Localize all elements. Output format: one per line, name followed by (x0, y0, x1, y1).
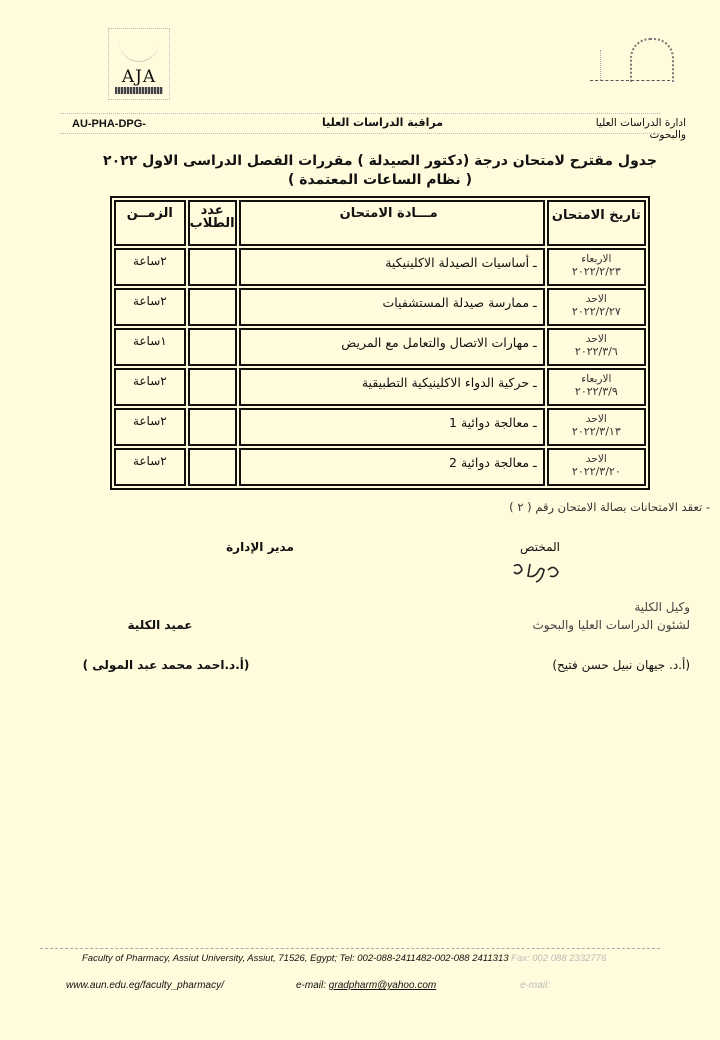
logo-text: AJA (121, 67, 157, 87)
department-label: ادارة الدراسات العليا والبحوث (595, 117, 686, 141)
duration: ٢ساعة (132, 454, 167, 468)
date-cell (547, 288, 646, 326)
exam-schedule-table (110, 196, 650, 490)
subject-name: ـ معالجة دوائية 1 (449, 415, 537, 430)
date-cell (547, 448, 646, 486)
vice-dean-label-1: وكيل الكلية (634, 600, 690, 614)
date-cell (547, 408, 646, 446)
subject-name: ـ ممارسة صيدلة المستشفيات (382, 295, 537, 310)
emblem-icon (119, 39, 159, 62)
day-label: الاربعاء (581, 253, 612, 265)
students-cell (188, 248, 237, 286)
table-row (114, 328, 646, 366)
exam-hall-note: - تعقد الامتحانات بصالة الامتحان رقم ( ٢ ) (509, 500, 710, 514)
day-label: الاحد (585, 293, 607, 305)
subject-cell (239, 328, 545, 366)
students-cell (188, 368, 237, 406)
header-subject: مـــادة الامتحان (239, 200, 545, 246)
time-cell (114, 328, 186, 366)
students-cell (188, 328, 237, 366)
date-value: ٢٠٢٢/٢/٢٣ (571, 265, 621, 278)
fax-text: Fax: 002 088 2332776 (511, 953, 607, 964)
time-cell (114, 448, 186, 486)
duration: ٢ساعة (132, 414, 167, 428)
reference-code: AU-PHA-DPG- (72, 118, 146, 130)
dean-name: (أ.د.احمد محمد عبد المولى ) (82, 658, 250, 672)
subject-name: ـ حركية الدواء الاكلينيكية التطبيقية (361, 375, 537, 390)
admin-manager-label: مدير الإدارة (226, 540, 294, 554)
vice-dean-name: (أ.د. جيهان نبيل حسن فتيح) (552, 658, 690, 672)
logo-band (115, 87, 163, 94)
arch-icon-left (600, 50, 631, 80)
date-cell (547, 368, 646, 406)
website-link[interactable]: www.aun.edu.eg/faculty_pharmacy/ (66, 980, 224, 991)
dean-label: عميد الكلية (127, 618, 193, 632)
signature-scribble-icon (510, 560, 570, 584)
email-line (296, 980, 436, 991)
table-row (114, 448, 646, 486)
email2-label: e-mail: (520, 980, 551, 991)
time-cell (114, 288, 186, 326)
students-cell (188, 288, 237, 326)
title-line-2: ( نظام الساعات المعتمدة ) (288, 172, 472, 188)
subject-cell (239, 248, 545, 286)
header-divider-bottom (60, 133, 660, 134)
duration: ٢ساعة (132, 294, 167, 308)
header-divider-top (60, 113, 660, 114)
table-header-row (114, 200, 646, 246)
date-value: ٢٠٢٢/٣/٢٠ (571, 465, 621, 478)
email-label: e-mail: (296, 980, 327, 991)
date-value: ٢٠٢٢/٣/٩ (574, 385, 618, 398)
header-time: الزمــن (114, 200, 186, 246)
duration: ٢ساعة (132, 254, 167, 268)
time-cell (114, 248, 186, 286)
table-row (114, 408, 646, 446)
day-label: الاحد (585, 413, 607, 425)
table-row (114, 288, 646, 326)
subject-cell (239, 368, 545, 406)
footer-address (82, 953, 606, 964)
logo-base-line (590, 80, 670, 81)
vice-dean-label-2: لشئون الدراسات العليا والبحوث (532, 618, 690, 632)
day-label: الاربعاء (581, 373, 612, 385)
address-text: Faculty of Pharmacy, Assiut University, Assiut, 71526, Egypt; Tel: 002-088-2411482-002-088 2411313 (82, 953, 509, 964)
day-label: الاحد (585, 333, 607, 345)
time-cell (114, 408, 186, 446)
date-value: ٢٠٢٢/٣/٦ (574, 345, 618, 358)
subject-cell (239, 448, 545, 486)
students-cell (188, 408, 237, 446)
date-cell (547, 328, 646, 366)
subject-name: ـ معالجة دوائية 2 (449, 455, 537, 470)
date-value: ٢٠٢٢/٢/٢٧ (571, 305, 621, 318)
faculty-logo (590, 38, 650, 82)
header-date: تاريخ الامتحان (547, 200, 646, 246)
date-cell (547, 248, 646, 286)
date-value: ٢٠٢٢/٣/١٣ (571, 425, 621, 438)
document-title (100, 152, 660, 190)
specialist-label: المختص (520, 540, 560, 554)
email-link[interactable]: gradpharm@yahoo.com (328, 980, 437, 991)
subject-cell (239, 408, 545, 446)
subject-name: ـ أساسيات الصيدلة الاكلينيكية (385, 255, 537, 270)
office-label: مراقبة الدراسات العليا (322, 116, 444, 129)
subject-name: ـ مهارات الاتصال والتعامل مع المريض (341, 335, 537, 350)
duration: ٢ساعة (132, 374, 167, 388)
subject-cell (239, 288, 545, 326)
arch-icon (630, 38, 674, 82)
title-line-1: جدول مقترح لامتحان درجة (دكتور الصيدلة ) مقررات الفصل الدراسى الاول ٢٠٢٢ (103, 153, 657, 169)
day-label: الاحد (585, 453, 607, 465)
time-cell (114, 368, 186, 406)
table-row (114, 248, 646, 286)
university-logo (108, 28, 170, 100)
header-students: عدد الطلاب (188, 200, 237, 246)
footer-divider (40, 948, 660, 949)
students-cell (188, 448, 237, 486)
duration: ١ساعة (132, 334, 167, 348)
table-row (114, 368, 646, 406)
